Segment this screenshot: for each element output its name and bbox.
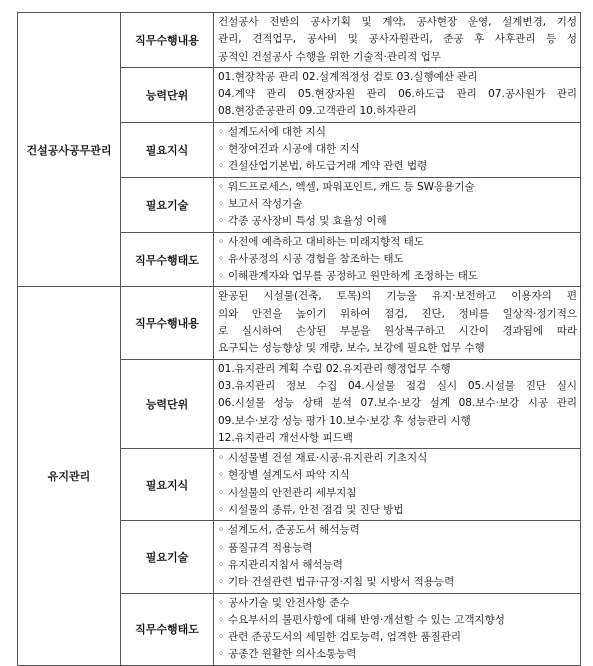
text-line: 완공된 시설물(건축, 토목)의 기능을 유지·보전하고 이용자의 편 (218, 290, 577, 303)
bullet-item (218, 196, 577, 213)
bullet-item (218, 612, 577, 629)
bullet-text: 유지관리지침서 해석능력 (228, 558, 343, 571)
bullet-icon: ◦ (218, 524, 225, 537)
table-row (18, 13, 581, 68)
bullet-text: 시설물의 종류, 안전 점검 및 진단 방법 (228, 504, 404, 517)
bullet-icon: ◦ (218, 613, 225, 626)
row-content (214, 593, 581, 665)
row-content (214, 67, 581, 122)
text-line: 로 실시하여 손상된 부분을 원상복구하고 시간이 경과됨에 따라 (218, 325, 577, 338)
row-content (214, 287, 581, 359)
bullet-icon: ◦ (218, 160, 225, 173)
bullet-item (218, 502, 577, 519)
bullet-icon: ◦ (218, 180, 225, 193)
bullet-text: 수요부서의 불편사항에 대해 반영·개선할 수 있는 고객지향성 (228, 613, 505, 626)
bullet-item (218, 574, 577, 591)
bullet-text: 공종간 원활한 의사소통능력 (228, 648, 357, 661)
bullet-item (218, 557, 577, 574)
bullet-icon: ◦ (218, 215, 225, 228)
bullet-text: 워드프로세스, 엑셀, 파워포인트, 캐드 등 SW응용기술 (228, 180, 475, 193)
row-label: 필요기술 (121, 521, 214, 593)
text-line: 요구되는 성능향상 및 개량, 보수, 보강에 필요한 업무 수행 (218, 342, 485, 355)
bullet-icon: ◦ (218, 143, 225, 156)
text-line: 06.시설물 성능 상태 분석 07.보수·보강 설계 08.보수·보강 시공 관리 (218, 397, 577, 410)
bullet-item (218, 485, 577, 502)
text-line: 09.보수·보강 성능 평가 10.보수·보강 후 성능관리 시행 (218, 414, 471, 427)
row-label: 능력단위 (121, 359, 214, 448)
text-line: 의와 안전을 높이기 위하여 점검, 진단, 정비를 일상적·정기적으 (218, 307, 577, 320)
bullet-item (218, 450, 577, 467)
category-cell: 유지관리 (18, 287, 121, 665)
bullet-text: 품질규격 적용능력 (228, 541, 313, 554)
text-line: 01.유지관리 계획 수립 02.유지관리 행정업무 수행 (218, 362, 451, 375)
bullet-item (218, 629, 577, 646)
bullet-icon: ◦ (218, 576, 225, 589)
bullet-item (218, 595, 577, 612)
bullet-item (218, 522, 577, 539)
bullet-item (218, 646, 577, 663)
bullet-icon: ◦ (218, 596, 225, 609)
bullet-text: 기타 건설관련 법규·규정·지침 및 시방서 적용능력 (228, 576, 455, 589)
bullet-icon: ◦ (218, 270, 225, 283)
bullet-text: 설계도서에 대한 지식 (228, 125, 326, 138)
bullet-item (218, 179, 577, 196)
bullet-item (218, 124, 577, 141)
bullet-icon: ◦ (218, 235, 225, 248)
row-label: 필요기술 (121, 177, 214, 232)
bullet-icon: ◦ (218, 504, 225, 517)
bullet-text: 유사공정의 시공 경험을 참조하는 태도 (228, 252, 404, 265)
bullet-item (218, 251, 577, 268)
bullet-text: 현장여건과 시공에 대한 지식 (228, 143, 360, 156)
bullet-text: 현장별 설계도서 파악 지식 (228, 469, 350, 482)
row-content (214, 122, 581, 177)
row-label: 능력단위 (121, 67, 214, 122)
row-content (214, 13, 581, 68)
bullet-item (218, 141, 577, 158)
text-line: 03.유지관리 정보 수집 04.시설물 점검 실시 05.시설물 진단 실시 (218, 379, 577, 392)
bullet-item (218, 467, 577, 484)
text-line: 공적인 건설공사 수행을 위한 기술적·관리적 업무 (218, 50, 441, 63)
text-line: 04.계약 관리 05.현장자원 관리 06.하도급 관리 07.공사원가 관리 (218, 88, 577, 101)
bullet-text: 시설물별 건설 재료·시공·유지관리 기초지식 (228, 452, 428, 465)
bullet-icon: ◦ (218, 648, 225, 661)
text-line: 01.현장착공 관리 02.설계적정성 검토 03.실행예산 관리 (218, 70, 478, 83)
bullet-item (218, 268, 577, 285)
bullet-text: 이해관계자와 업무를 공정하고 원만하게 조정하는 태도 (228, 270, 478, 283)
job-description-table (17, 12, 581, 666)
bullet-text: 공사기술 및 안전사항 준수 (228, 596, 350, 609)
bullet-icon: ◦ (218, 452, 225, 465)
text-line: 12.유지관리 개선사항 피드백 (218, 431, 353, 444)
bullet-icon: ◦ (218, 541, 225, 554)
text-line: 관리, 견적업무, 공사비 및 공사자원관리, 준공 후 사후관리 등 성 (218, 33, 577, 46)
bullet-text: 설계도서, 준공도서 해석능력 (228, 524, 360, 537)
row-label: 필요지식 (121, 122, 214, 177)
row-label: 직무수행태도 (121, 593, 214, 665)
bullet-icon: ◦ (218, 486, 225, 499)
bullet-text: 관련 준공도서의 세밀한 검토능력, 엄격한 품질관리 (228, 631, 462, 644)
bullet-item (218, 213, 577, 230)
text-line: 건설공사 전반의 공사기획 및 계약, 공사현장 운영, 설계변경, 기성 (218, 16, 577, 28)
bullet-text: 보고서 작성기술 (228, 197, 303, 210)
bullet-icon: ◦ (218, 469, 225, 482)
row-label: 직무수행내용 (121, 13, 214, 68)
bullet-icon: ◦ (218, 125, 225, 138)
bullet-icon: ◦ (218, 631, 225, 644)
bullet-item (218, 540, 577, 557)
bullet-text: 사전에 예측하고 대비하는 미래지향적 태도 (228, 235, 424, 248)
bullet-text: 건설산업기본법, 하도급거래 계약 관련 법령 (228, 160, 428, 173)
bullet-item (218, 158, 577, 175)
row-label: 직무수행내용 (121, 287, 214, 359)
row-content (214, 232, 581, 287)
row-content (214, 177, 581, 232)
table-row (18, 287, 581, 359)
row-content (214, 449, 581, 521)
row-content (214, 359, 581, 448)
bullet-text: 시설물의 안전관리 세부지침 (228, 486, 357, 499)
bullet-item (218, 234, 577, 251)
row-label: 직무수행태도 (121, 232, 214, 287)
bullet-icon: ◦ (218, 197, 225, 210)
text-line: 08.현장준공관리 09.고객관리 10.하자관리 (218, 105, 417, 118)
row-content (214, 521, 581, 593)
bullet-icon: ◦ (218, 558, 225, 571)
bullet-text: 각종 공사장비 특성 및 효율성 이해 (228, 215, 387, 228)
row-label: 필요지식 (121, 449, 214, 521)
bullet-icon: ◦ (218, 252, 225, 265)
category-cell: 건설공사공무관리 (18, 13, 121, 287)
